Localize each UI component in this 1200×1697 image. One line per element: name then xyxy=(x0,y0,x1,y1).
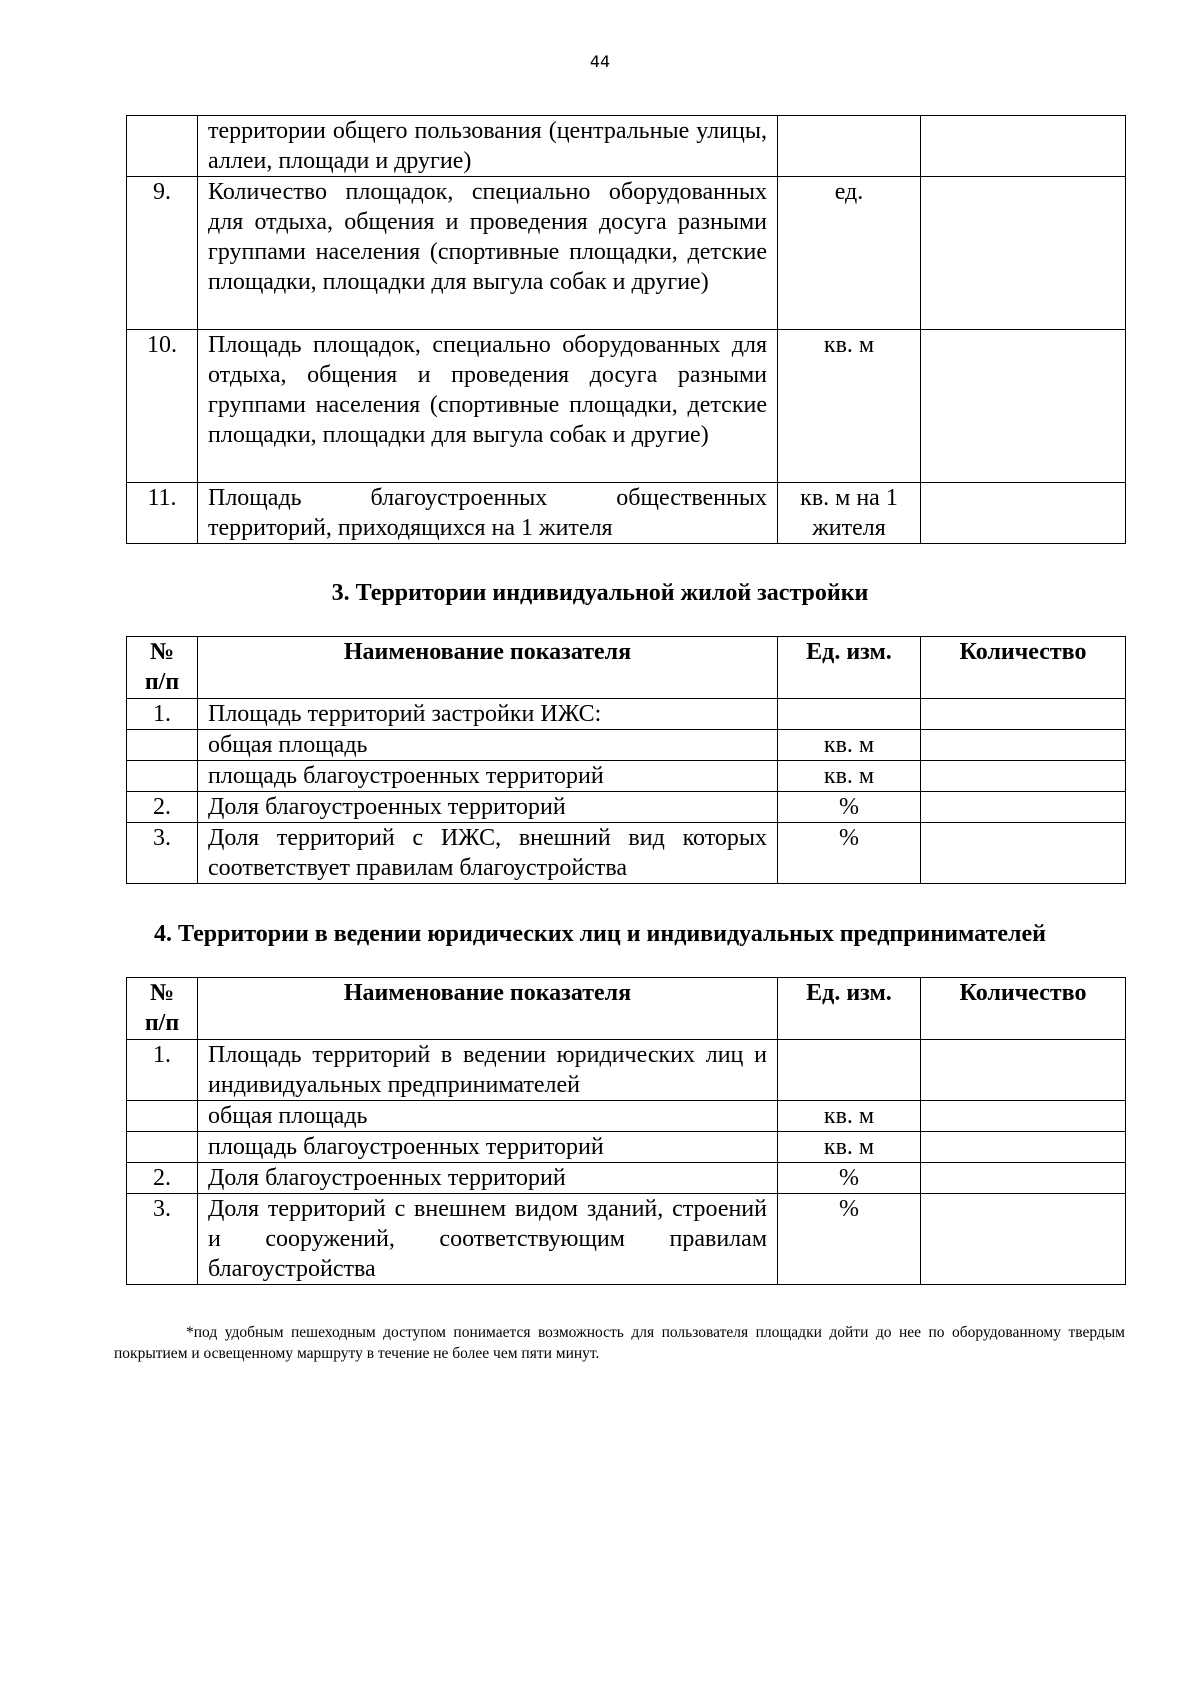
quantity-cell xyxy=(921,823,1126,884)
indicator-name: Доля территорий с ИЖС, внешний вид которых соответствует правилам благоустройства xyxy=(198,823,778,884)
quantity-cell xyxy=(921,483,1126,544)
table-row xyxy=(127,1101,1126,1132)
unit-cell: ед. xyxy=(778,177,921,330)
quantity-cell xyxy=(921,1194,1126,1285)
quantity-cell xyxy=(921,330,1126,483)
row-number: 10. xyxy=(127,330,198,483)
indicator-name: Количество площадок, специально оборудованных для отдыха, общения и проведения досуга разными группами населения (спортивные площадки, детские площадки, площадки для выгула собак и другие) xyxy=(198,177,778,330)
unit-cell: % xyxy=(778,823,921,884)
quantity-cell xyxy=(921,792,1126,823)
indicator-name: Площадь территорий в ведении юридических лиц и индивидуальных предпринимателей xyxy=(198,1040,778,1101)
quantity-cell xyxy=(921,1132,1126,1163)
table-row xyxy=(127,761,1126,792)
unit-cell xyxy=(778,1040,921,1101)
column-header-quantity: Количество xyxy=(921,978,1126,1040)
quantity-cell xyxy=(921,1101,1126,1132)
row-number: 2. xyxy=(127,1163,198,1194)
unit-cell: кв. м xyxy=(778,730,921,761)
unit-cell xyxy=(778,116,921,177)
row-number xyxy=(127,730,198,761)
column-header-name: Наименование показателя xyxy=(198,637,778,699)
table-row xyxy=(127,483,1126,544)
row-number: 3. xyxy=(127,1194,198,1285)
table-row xyxy=(127,1163,1126,1194)
column-header-unit: Ед. изм. xyxy=(778,637,921,699)
indicator-name: площадь благоустроенных территорий xyxy=(198,1132,778,1163)
table-row xyxy=(127,1194,1126,1285)
page-number: 44 xyxy=(589,52,611,71)
quantity-cell xyxy=(921,1040,1126,1101)
unit-cell: % xyxy=(778,1194,921,1285)
column-header-name: Наименование показателя xyxy=(198,978,778,1040)
table-row xyxy=(127,177,1126,330)
indicator-name: Доля благоустроенных территорий xyxy=(198,792,778,823)
table-row xyxy=(127,330,1126,483)
row-number: 9. xyxy=(127,177,198,330)
table-row xyxy=(127,1040,1126,1101)
unit-cell: кв. м xyxy=(778,1132,921,1163)
section-4-table xyxy=(126,977,1126,1285)
indicator-name: Площадь территорий застройки ИЖС: xyxy=(198,699,778,730)
row-number xyxy=(127,1132,198,1163)
row-number xyxy=(127,761,198,792)
indicator-name: общая площадь xyxy=(198,1101,778,1132)
table-row xyxy=(127,823,1126,884)
quantity-cell xyxy=(921,177,1126,330)
row-number: 1. xyxy=(127,1040,198,1101)
unit-cell: кв. м xyxy=(778,1101,921,1132)
indicator-name: Площадь площадок, специально оборудованных для отдыха, общения и проведения досуга разными группами населения (спортивные площадки, детские площадки, площадки для выгула собак и другие) xyxy=(198,330,778,483)
table-row xyxy=(127,116,1126,177)
table-header-row xyxy=(127,637,1126,699)
row-number: 11. xyxy=(127,483,198,544)
table-row xyxy=(127,730,1126,761)
quantity-cell xyxy=(921,1163,1126,1194)
row-number: 2. xyxy=(127,792,198,823)
row-number: 3. xyxy=(127,823,198,884)
row-number xyxy=(127,1101,198,1132)
unit-cell xyxy=(778,699,921,730)
row-number xyxy=(127,116,198,177)
footnote: *под удобным пешеходным доступом понимается возможность для пользователя площадки дойти до нее по оборудованному твердым покрытием и освещенному маршруту в течение не более чем пяти минут. xyxy=(114,1324,1125,1362)
table-row xyxy=(127,1132,1126,1163)
quantity-cell xyxy=(921,699,1126,730)
indicator-name: Доля территорий с внешнем видом зданий, строений и сооружений, соответствующим правилам благоустройства xyxy=(198,1194,778,1285)
indicator-name: общая площадь xyxy=(198,730,778,761)
column-header-number: № п/п xyxy=(127,978,198,1040)
unit-cell: % xyxy=(778,1163,921,1194)
quantity-cell xyxy=(921,116,1126,177)
table-row xyxy=(127,699,1126,730)
unit-cell: кв. м на 1 жителя xyxy=(778,483,921,544)
table-row xyxy=(127,792,1126,823)
column-header-unit: Ед. изм. xyxy=(778,978,921,1040)
unit-cell: кв. м xyxy=(778,330,921,483)
unit-cell: % xyxy=(778,792,921,823)
indicator-name: Доля благоустроенных территорий xyxy=(198,1163,778,1194)
indicator-name: территории общего пользования (центральные улицы, аллеи, площади и другие) xyxy=(198,116,778,177)
column-header-number: № п/п xyxy=(127,637,198,699)
indicator-name: Площадь благоустроенных общественных территорий, приходящихся на 1 жителя xyxy=(198,483,778,544)
section-4-title: 4. Территории в ведении юридических лиц и индивидуальных предпринимателей xyxy=(154,921,1046,947)
column-header-quantity: Количество xyxy=(921,637,1126,699)
quantity-cell xyxy=(921,730,1126,761)
unit-cell: кв. м xyxy=(778,761,921,792)
section-3-table xyxy=(126,636,1126,884)
row-number: 1. xyxy=(127,699,198,730)
indicator-name: площадь благоустроенных территорий xyxy=(198,761,778,792)
section-3-title: 3. Территории индивидуальной жилой застройки xyxy=(331,580,869,606)
table-header-row xyxy=(127,978,1126,1040)
quantity-cell xyxy=(921,761,1126,792)
continuation-table xyxy=(126,115,1126,544)
